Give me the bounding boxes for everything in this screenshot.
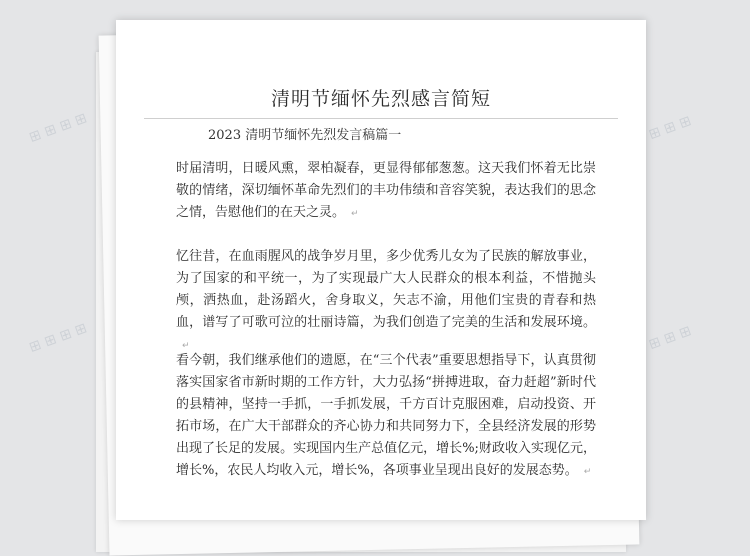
paragraph-2-text: 忆往昔，在血雨腥风的战争岁月里，多少优秀儿女为了民族的解放事业，为了国家的和平统一，为了实现最广大人民群众的根本利益，不惜抛头颅，洒热血，赴汤蹈火，舍身取义，矢志不渝，用他们宝贵的青春和热血，谱写了可歌可泣的壮丽诗篇，为我们创造了完美的生活和发展环境。: [176, 249, 596, 330]
paragraph-mark-icon: ↵: [182, 341, 190, 351]
document-subtitle: 2023 清明节缅怀先烈发言稿篇一: [208, 128, 402, 143]
watermark-right-top: ⊞ ⊞ ⊞: [646, 112, 694, 144]
document-page: [116, 20, 646, 520]
watermark-right-bottom: ⊞ ⊞ ⊞: [646, 322, 694, 354]
document-title: 清明节缅怀先烈感言简短: [270, 88, 491, 110]
paragraph-2: [176, 246, 596, 357]
paragraph-1-text: 时届清明，日暖风熏，翠柏凝春，更显得郁郁葱葱。这天我们怀着无比崇敬的情绪，深切缅怀革命先烈们的丰功伟绩和音容笑貌，表达我们的思念之情，告慰他们的在天之灵。: [176, 161, 596, 220]
paragraph-3-text: 看今朝，我们继承他们的遗愿，在“三个代表”重要思想指导下，认真贯彻落实国家省市新时期的工作方针，大力弘扬“拼搏进取，奋力赶超”新时代的县精神，坚持一手抓，一手抓发展，千方百计克服困难，启动投资、开拓市场，在广大干部群众的齐心协力和共同努力下，全县经济发展的形势出现了长足的发展。实现国内生产总值亿元，增长%;财政收入实现亿元，增长%，农民人均收入元，增长%，各项事业呈现出良好的发展态势。: [176, 353, 596, 478]
paragraph-1: [176, 158, 596, 225]
paragraph-3: [176, 350, 596, 483]
title-divider: [144, 118, 618, 119]
paragraph-mark-icon: ↵: [351, 209, 359, 219]
paragraph-mark-icon: ↵: [583, 467, 592, 477]
watermark-left-bottom: ⊞ ⊞ ⊞ ⊞: [27, 320, 90, 356]
watermark-left-top: ⊞ ⊞ ⊞ ⊞: [27, 110, 90, 146]
